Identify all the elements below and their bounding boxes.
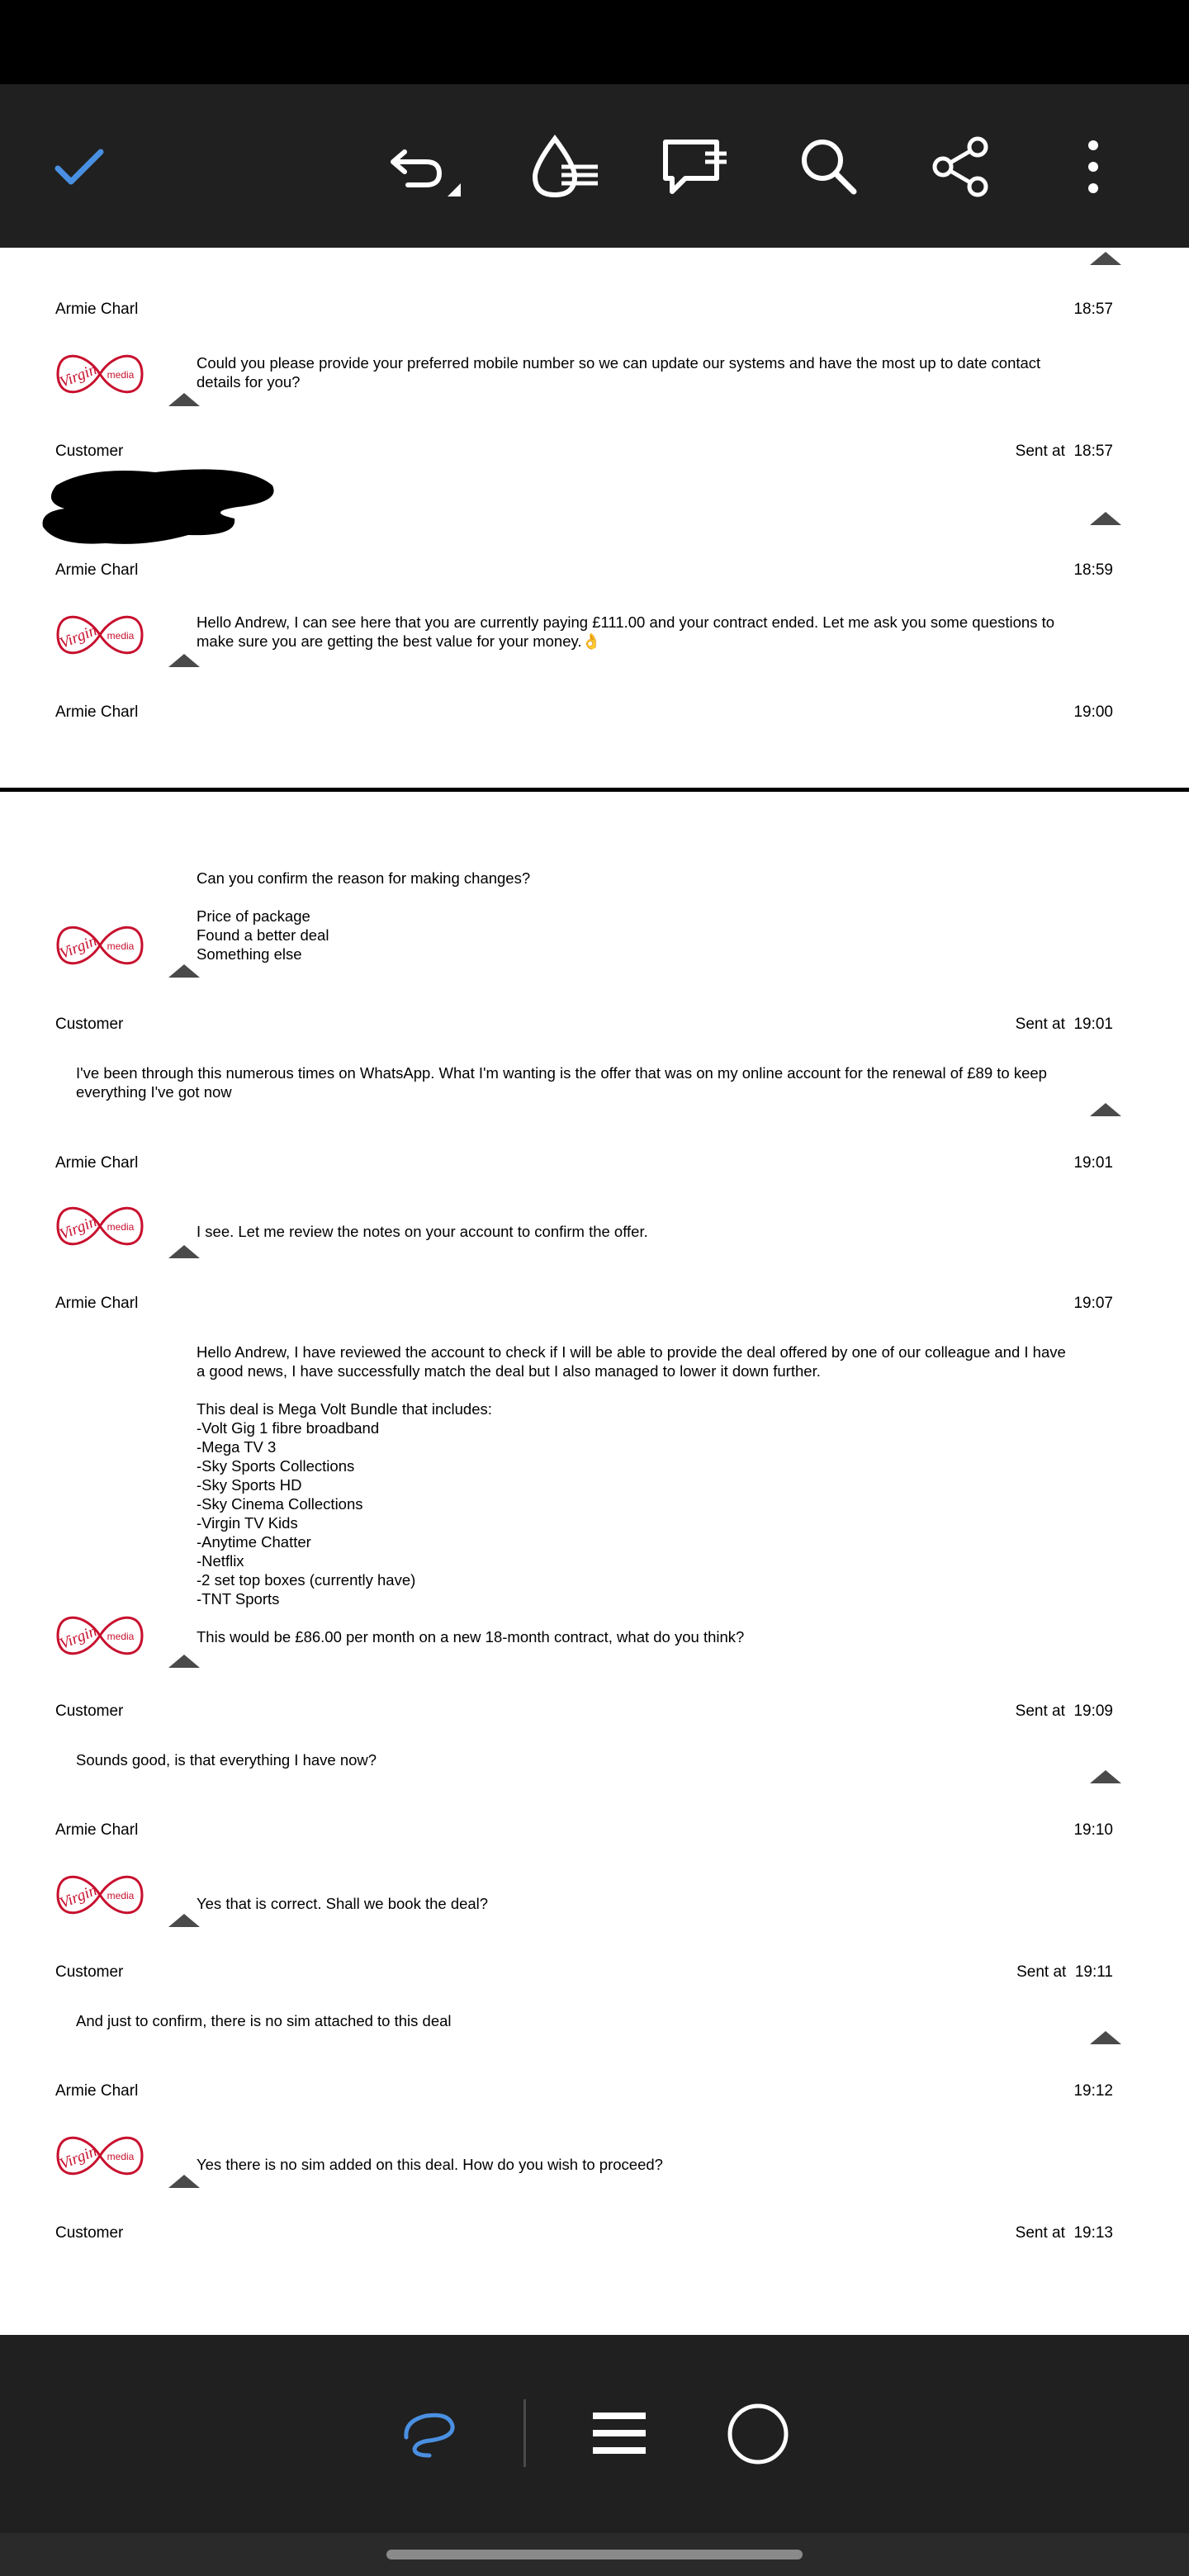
menu-icon[interactable]: [591, 2408, 647, 2459]
status-bar: [0, 0, 1189, 84]
svg-text:media: media: [107, 1890, 135, 1901]
collapse-arrow-icon[interactable]: [168, 2175, 200, 2188]
svg-text:media: media: [107, 369, 135, 381]
svg-text:media: media: [107, 1631, 135, 1642]
collapse-arrow-icon[interactable]: [168, 1914, 200, 1927]
collapse-arrow-icon[interactable]: [1090, 2031, 1121, 2044]
virgin-media-logo: [54, 2119, 145, 2193]
message-text: And just to confirm, there is no sim attached to this deal: [76, 2012, 452, 2029]
message-sender: Armie Charl: [55, 561, 139, 579]
message-text: Could you please provide your preferred mobile number so we can update our systems and have the most up to date contact details for you?: [197, 354, 1041, 391]
virgin-media-logo: [54, 598, 145, 672]
message-sender: Armie Charl: [55, 703, 139, 721]
message-sender: Armie Charl: [55, 301, 139, 318]
virgin-media-logo: [54, 1189, 145, 1263]
message-time: 19:07: [1073, 1295, 1113, 1312]
comment-icon[interactable]: [657, 134, 737, 200]
redaction-mark: [40, 461, 279, 552]
message-time: 19:01: [1073, 1154, 1113, 1172]
message-time: 19:12: [1073, 2082, 1113, 2100]
message-sender: Customer: [55, 1702, 124, 1720]
svg-text:media: media: [107, 940, 135, 952]
search-icon[interactable]: [789, 134, 869, 200]
svg-text:Virgin: Virgin: [57, 1213, 100, 1243]
message-text: Hello Andrew, I have reviewed the account to check if I will be able to provide the deal offered by one of our colleague and I have a good news, I have successfully match the deal but I also managed to lower it down further. This deal is Mega Volt Bundle that includes: -Volt Gig 1 fibre broadband -Mega TV 3 -Sky Sports Collections -Sky Sports HD -Sky Cinema Collections -Virgin TV Kids -Anytime Chatter -Netflix -2 set top boxes (currently have) -TNT Sports This would be £86.00 per month on a new 18-month contract, what do you think?: [197, 1343, 1066, 1646]
page-separator: [0, 788, 1189, 792]
collapse-arrow-icon[interactable]: [1090, 1103, 1121, 1116]
svg-text:media: media: [107, 1221, 135, 1233]
message-sender: Customer: [55, 1963, 124, 1981]
lasso-icon[interactable]: [396, 2404, 462, 2462]
message-time: 19:00: [1073, 703, 1113, 721]
message-sender: Customer: [55, 1016, 124, 1033]
collapse-arrow-icon[interactable]: [168, 1655, 200, 1668]
message-text: Yes that is correct. Shall we book the deal?: [197, 1895, 489, 1912]
svg-text:media: media: [107, 630, 135, 642]
svg-text:Virgin: Virgin: [57, 622, 100, 652]
message-sender: Customer: [55, 2224, 124, 2242]
collapse-arrow-icon[interactable]: [1090, 1770, 1121, 1783]
message-sender: Armie Charl: [55, 2082, 139, 2100]
collapse-arrow-icon[interactable]: [168, 393, 200, 406]
svg-text:Virgin: Virgin: [57, 1622, 100, 1653]
message-text: Can you confirm the reason for making changes? Price of package Found a better deal Something else: [197, 869, 531, 963]
ink-icon[interactable]: [525, 134, 604, 200]
more-icon[interactable]: [1054, 134, 1133, 200]
bottom-toolbar: [0, 2335, 1189, 2533]
virgin-media-logo: [54, 1598, 145, 1673]
svg-text:Virgin: Virgin: [57, 1882, 100, 1912]
message-sender: Armie Charl: [55, 1154, 139, 1172]
message-sender: Customer: [55, 443, 124, 460]
message-time: Sent at 19:11: [1016, 1963, 1113, 1981]
message-text: Yes there is no sim added on this deal. How do you wish to proceed?: [197, 2156, 663, 2173]
message-time: 18:57: [1073, 301, 1113, 318]
toolbar-divider: [523, 2399, 526, 2467]
collapse-arrow-icon[interactable]: [1090, 252, 1121, 265]
svg-text:Virgin: Virgin: [57, 361, 100, 391]
message-text: Hello Andrew, I can see here that you are currently paying £111.00 and your contract ended. Let me ask you some questions to make sure you are getting the best value for your money.👌: [197, 613, 1055, 650]
virgin-media-logo: [54, 1858, 145, 1932]
collapse-arrow-icon[interactable]: [1090, 512, 1121, 525]
message-text: I've been through this numerous times on WhatsApp. What I'm wanting is the offer that was on my online account for the renewal of £89 to keep everything I've got now: [76, 1064, 1047, 1101]
virgin-media-logo: [54, 337, 145, 411]
message-sender: Armie Charl: [55, 1295, 139, 1312]
virgin-media-logo: [54, 908, 145, 983]
message-time: 19:10: [1073, 1821, 1113, 1839]
collapse-arrow-icon[interactable]: [168, 1245, 200, 1258]
message-time: Sent at 19:13: [1015, 2224, 1113, 2242]
gesture-handle[interactable]: [386, 2550, 803, 2559]
top-toolbar: [0, 84, 1189, 248]
svg-text:Virgin: Virgin: [57, 932, 100, 963]
collapse-arrow-icon[interactable]: [168, 654, 200, 667]
message-text: I see. Let me review the notes on your account to confirm the offer.: [197, 1223, 648, 1240]
svg-text:media: media: [107, 2151, 135, 2162]
circle-icon[interactable]: [727, 2403, 789, 2465]
message-time: Sent at 19:09: [1015, 1702, 1113, 1720]
collapse-arrow-icon[interactable]: [168, 964, 200, 978]
message-time: Sent at 19:01: [1015, 1016, 1113, 1033]
svg-text:Virgin: Virgin: [57, 2143, 100, 2173]
message-text: Sounds good, is that everything I have now?: [76, 1751, 377, 1769]
undo-icon[interactable]: [383, 134, 462, 200]
message-time: Sent at 18:57: [1015, 443, 1113, 460]
check-icon[interactable]: [40, 134, 119, 200]
message-sender: Armie Charl: [55, 1821, 139, 1839]
document-pages: [0, 248, 1189, 2335]
share-icon[interactable]: [921, 134, 1001, 200]
message-time: 18:59: [1073, 561, 1113, 579]
